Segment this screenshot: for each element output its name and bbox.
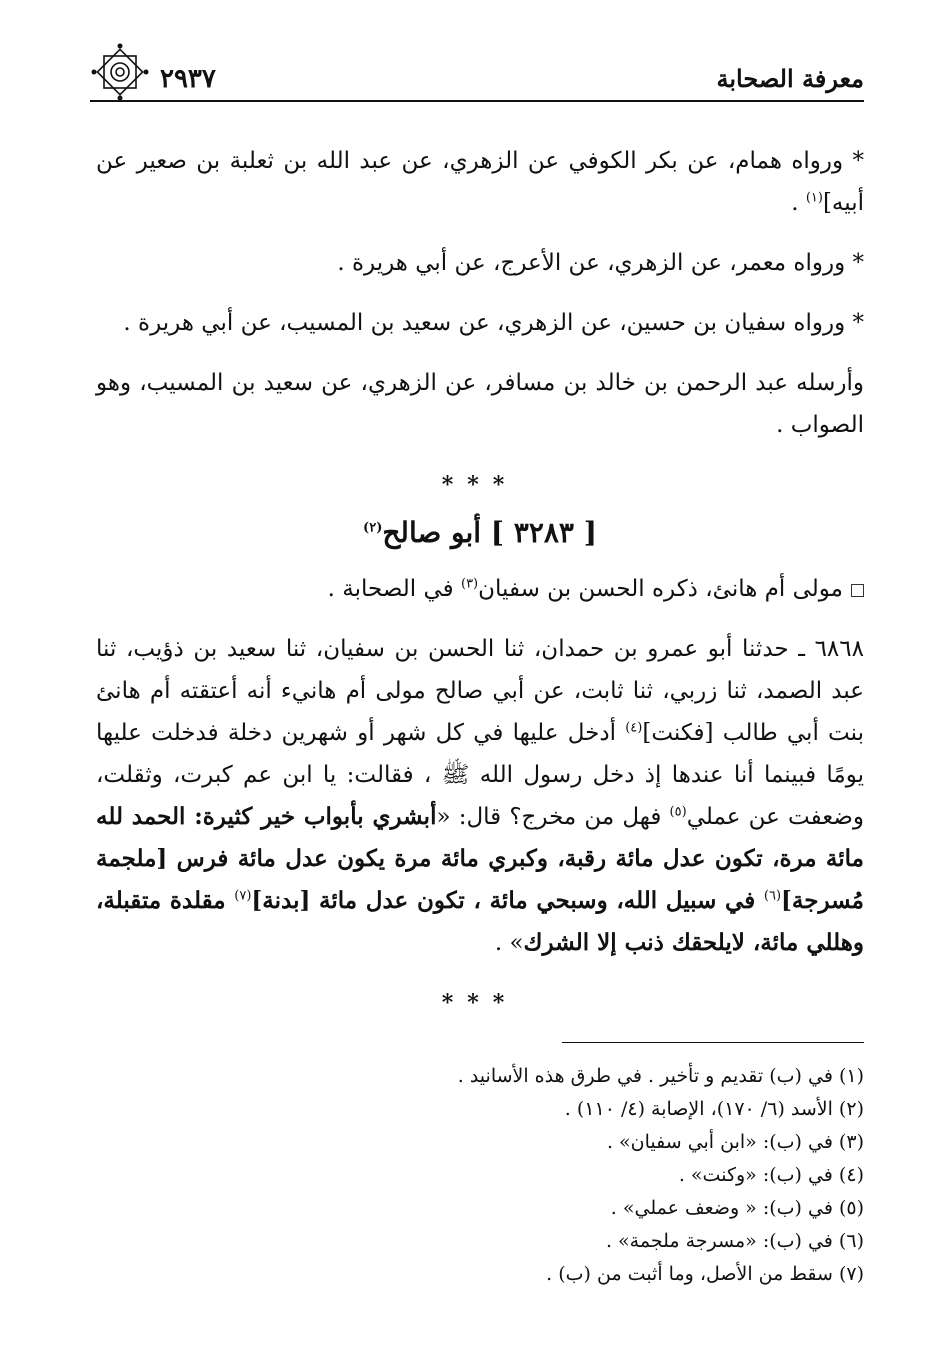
paragraph-irsal: وأرسله عبد الرحمن بن خالد بن مسافر، عن الزهري، عن سعيد بن المسيب، وهو الصواب . (96, 370, 864, 438)
entry-title: [ ٣٢٨٣ ] أبو صالح$^{(٢)}$ (363, 516, 597, 549)
entry-intro: مولى أم هانئ، ذكره الحسن بن سفيان$^{(٣)}$ في الصحابة . (96, 568, 864, 610)
footnote-ref: (٧) (234, 888, 252, 904)
footnote-ref: (٥) (669, 804, 687, 820)
paragraph-mamar: * ورواه معمر، عن الزهري، عن الأعرج، عن أبي هريرة . (337, 250, 864, 276)
hadith-paragraph: ٦٨٦٨ ـ حدثنا أبو عمرو بن حمدان، ثنا الحسن بن سفيان، ثنا سعيد بن ذؤيب، ثنا عبد الصمد، ثنا زربي، ثنا ثابت، عن أبي صالح مولى أم هانيء أنه أعتقته أم هانئ بنت أبي طالب [فكنت]$^{(٤)}$ أدخل عليها في كل شهر أو شهرين دخلة فدخلت عليها يومًا فبينما أنا عندها إذ دخل رسول الله ﷺ ، فقالت: يا ابن عم كبرت، وثقلت، وضعفت عن عملي$^{(٥)}$ فهل من مخرج؟ قال: «أبشري بأبواب خير كثيرة: الحمد لله مائة مرة، تكون عدل مائة رقبة، وكبري مائة مرة يكون عدل مائة فرس [ملجمة مُسرجة]$^{(٦)}$ في سبيل الله، وسبحي مائة ، تكون عدل مائة [بدنة]$^{(٧)}$ مقلدة متقبلة، وهللي مائة، لايلحقك ذنب إلا الشرك» . (96, 636, 864, 956)
page-number: ٢٩٣٧ (160, 64, 216, 94)
footnote: (١) في (ب) تقديم و تأخير . في طرق هذه الأسانيد . (457, 1065, 864, 1087)
footnote: (٧) سقط من الأصل، وما أثبت من (ب) . (546, 1263, 864, 1285)
square-bullet-icon (851, 584, 864, 597)
hadith-text: أبشري بأبواب خير كثيرة: الحمد لله مائة مرة، تكون عدل مائة رقبة، وكبري مائة مرة يكون عدل مائة فرس [ملجمة مُسرجة] (96, 803, 864, 914)
footnote-ref: (٢) (363, 520, 383, 536)
hadith-text: في سبيل الله، وسبحي مائة ، تكون عدل مائة [بدنة] (251, 887, 764, 914)
footnote: (٦) في (ب): «مسرجة ملجمة» . (605, 1230, 864, 1252)
footnote: (٤) في (ب): «وكنت» . (678, 1164, 864, 1186)
footnote-rule (562, 1042, 864, 1043)
paragraph-hammam: * ورواه همام، عن بكر الكوفي عن الزهري، عن عبد الله بن ثعلبة بن صعير عن أبيه]$^{(١)}$ . (96, 148, 864, 216)
footnote-ref: (٦) (763, 888, 782, 904)
footnotes (300, 1060, 864, 1291)
ornament-icon (90, 42, 150, 102)
footnote-ref: (٣) (460, 576, 479, 592)
footnote: (٣) في (ب): «ابن أبي سفيان» . (606, 1131, 864, 1153)
main-text (96, 140, 864, 1030)
section-separator: *** (441, 472, 519, 498)
hadith-text: مقلدة متقبلة، وهللي مائة، لايلحقك ذنب إلا الشرك (96, 887, 864, 956)
running-title: معرفة الصحابة (716, 64, 864, 93)
footnote: (٢) الأسد (٦/ ١٧٠)، الإصابة (٤/ ١١٠) . (564, 1098, 864, 1120)
header-rule (90, 100, 864, 102)
footnote-ref: (٤) (625, 720, 643, 736)
section-separator: *** (441, 990, 519, 1016)
paragraph-sufyan: * ورواه سفيان بن حسين، عن الزهري، عن سعيد بن المسيب، عن أبي هريرة . (123, 310, 864, 336)
footnote: (٥) في (ب): « وضعف عملي» . (610, 1197, 864, 1219)
footnote-ref: (١) (805, 190, 823, 206)
page-header (90, 58, 864, 98)
